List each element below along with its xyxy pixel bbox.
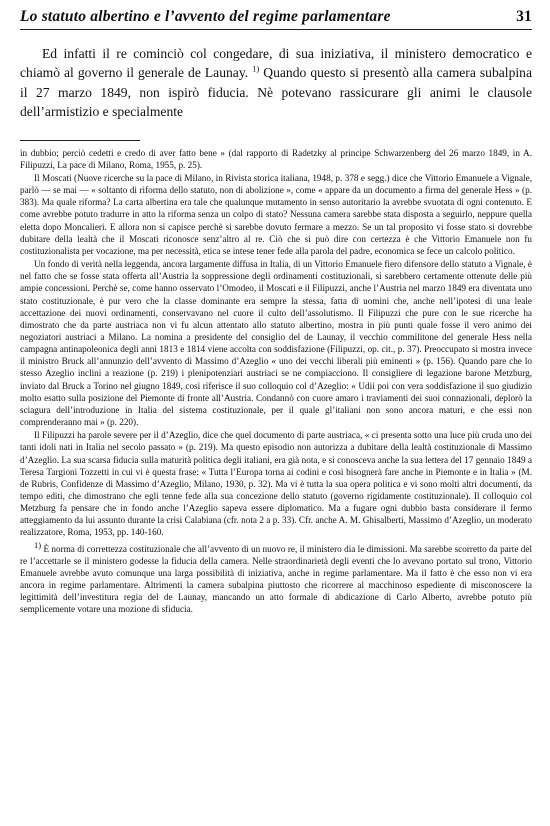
main-paragraph-text-continued: Quando questo si presentò alla camera subalpina il 27 marzo 1849, non ispirò fiducia. Nè potevano rassicurare gli animi le clausole dell’armistizio e specialmente <box>20 65 532 120</box>
page <box>20 8 532 616</box>
footnote-1-text: È norma di correttezza costituzionale che all’avvento di un nuovo re, il ministero dia le dimissioni. Ma sarebbe scorretto da parte del re l’accettarle se il ministero godesse la fiducia della camera. Nelle straordinarietà degli eventi che lo avevano portato sul trono, Vittorio Emanuele avrebbe avuto comunque una larga possibilità di iniziativa, anche in regime parlamentare. Ma il fatto è che esso non vi era ancora in regime parlamentare. Altrimenti la camera subalpina piuttosto che ricorrere al macchinoso espediente di misconoscere la legittimità dell’investitura regia del de Launay, mancando un atto formale di abdicazione di Carlo Alberto, avrebbe potuto più semplicemente votare una mozione di sfiducia. <box>20 543 533 615</box>
main-paragraph-text: Ed infatti il re cominciò col congedare, di sua iniziativa, il ministero democratico e chiamò al governo il generale de Launay. <box>20 46 532 81</box>
footnotes <box>20 147 532 616</box>
footnote-paragraph: Il Filipuzzi ha parole severe per il d’Azeglio, dice che quel documento di parte austriaca, « ci presenta sotto una luce più cruda uno dei tanti idoli nati in Italia nel secolo passato » (p. 219). Ma questo episodio non autorizza a dubitare della lealtà costituzionale di Massimo d’Azeglio. La sua scarsa fiducia sulla maturità politica degli italiani, era già nota, e si conosceva anche la sua lettera del 17 gennaio 1849 a Teresa Targioni Tozzetti in cui vi è questa frase: « Tutta l’Europa torna ai codini e così bisognerà fare anche in Piemonte e in Italia » (M. de Rubris, Confidenze di Massimo d’Azeglio, Milano, 1930, p. 32). Ma vi è tutta la sua opera politica e vi sono molti altri documenti, da tempo editi, che dimostrano che egli tenne fede alla sua concezione dello statuto (governo rigidamente costituzionale). Il colloquio col Metzburg fa pensare che in fondo anche l’Azeglio sapeva essere diplomatico. Ma a fugare ogni dubbio basta considerare il fermo atteggiamento da lui assunto durante la crisi Calabiana (cfr. nota 2 a p. 33). Cfr. anche A. M. Ghisalberti, Massimo d’Azeglio, un moderato realizzatore, Roma, 1953, pp. 140-160. <box>20 430 532 538</box>
page-number: 31 <box>516 8 532 25</box>
main-text <box>20 44 532 122</box>
footnote-reference: 1) <box>252 63 260 74</box>
footnote-paragraph: Un fondo di verità nella leggenda, ancora largamente diffusa in Italia, di un Vittorio Emanuele fiero difensore dello statuto a Vignale, è nel fatto che se fosse stata offerta all’Austria la soppressione degli ordinamenti costituzionali, si sarebbero certamente ottenute delle più ampie concessioni. Perchè se, come hanno osservato l’Omodeo, il Moscati e il Filipuzzi, anche l’Austria nel marzo 1849 era diventata uno stato costituzionale, è pur vero che la classe dominante era sempre la stessa, fatta di uomini che, anche nell’ipotesi di una leale accettazione dei nuovi ordinamenti, conservavano nel cuore il culto dell’assolutismo. Il Filipuzzi che pure con le sue ricerche ha dimostrato che da parte austriaca non vi fu alcun attentato allo statuto albertino, mostra in più punti quale fosse il vero animo dei negoziatori austriaci a Milano. La nomina a presidente del consiglio del de Launay, il vecchio commilitone del generale Hess nella campagna antinapoleonica degli anni 1813 e 1814 viene accolta con soddisfazione (Filipuzzi, op. cit., p. 37). Preoccupato si mostra invece il ministro Bruck all’annunzio dell’avvento di Massimo d’Azeglio « uno dei vecchi liberali più eminenti » (p. 156). Quando pare che lo stesso Azeglio inclini a reazione (p. 219) i plenipotenziari austriaci se ne compiacciono. Il consigliere di legazione barone Metzburg, inviato dal Bruck a Torino nel giugno 1849, così riferisce il suo colloquio col d’Azeglio: « Udii poi con vera soddisfazione il suo giudizio molto esatto sulla posizione del Piemonte di fronte all’Austria. Condannò con cuore amaro i traviamenti dei suoi connazionali, deplorò la sciagura dell’introduzione in Italia del sistema costituzionale, per il quale gl’italiani non sono ancora maturi, e che essi non comprenderanno mai » (p. 220). <box>20 259 532 428</box>
running-header <box>20 8 532 26</box>
footnote-1-marker: 1) <box>34 539 42 550</box>
footnote-1 <box>20 539 533 616</box>
running-title: Lo statuto albertino e l’avvento del regime parlamentare <box>20 8 391 25</box>
footnote-paragraph: Il Moscati (Nuove ricerche su la pace di Milano, in Rivista storica italiana, 1948, p. 378 e segg.) dice che Vittorio Emanuele a Vignale, parlò — se mai — « soltanto di riforma dello statuto, non di abolizione », come « appare da un documento a firma del generale Hess » (p. 383). Ma quale riforma? La carta albertina era tale che qualunque mutamento in senso autoritario la avrebbe svuotata di ogni contenuto. E come avrebbe potuto tradurre in atto la riforma senza un colpo di stato? Nessuna camera sarebbe stata disposta a seguirlo, neppure quella eletta dopo Moncalieri. E allora non si capisce perchè si sarebbe dovuto fermare a mezzo. Se un tal proposito vi fosse stato si dovrebbe dubitare della lealtà che il Moscati riconosce senz’altro al re. Ciò che si può dire con certezza è che Vittorio Emanuele non fu costituzionalista per vocazione, ma per necessità, etica se intese tener fede alla parola del padre, economica se fece un calcolo politico. <box>20 172 532 256</box>
footnote-continuation: in dubbio; perciò cedetti e credo di aver fatto bene » (dal rapporto di Radetzky al principe Schwarzenberg del 26 marzo 1849, in A. Filipuzzi, La pace di Milano, Roma, 1955, p. 25). <box>20 147 532 170</box>
footnote-rule <box>20 140 140 141</box>
main-paragraph <box>20 44 532 122</box>
header-rule <box>20 29 532 30</box>
